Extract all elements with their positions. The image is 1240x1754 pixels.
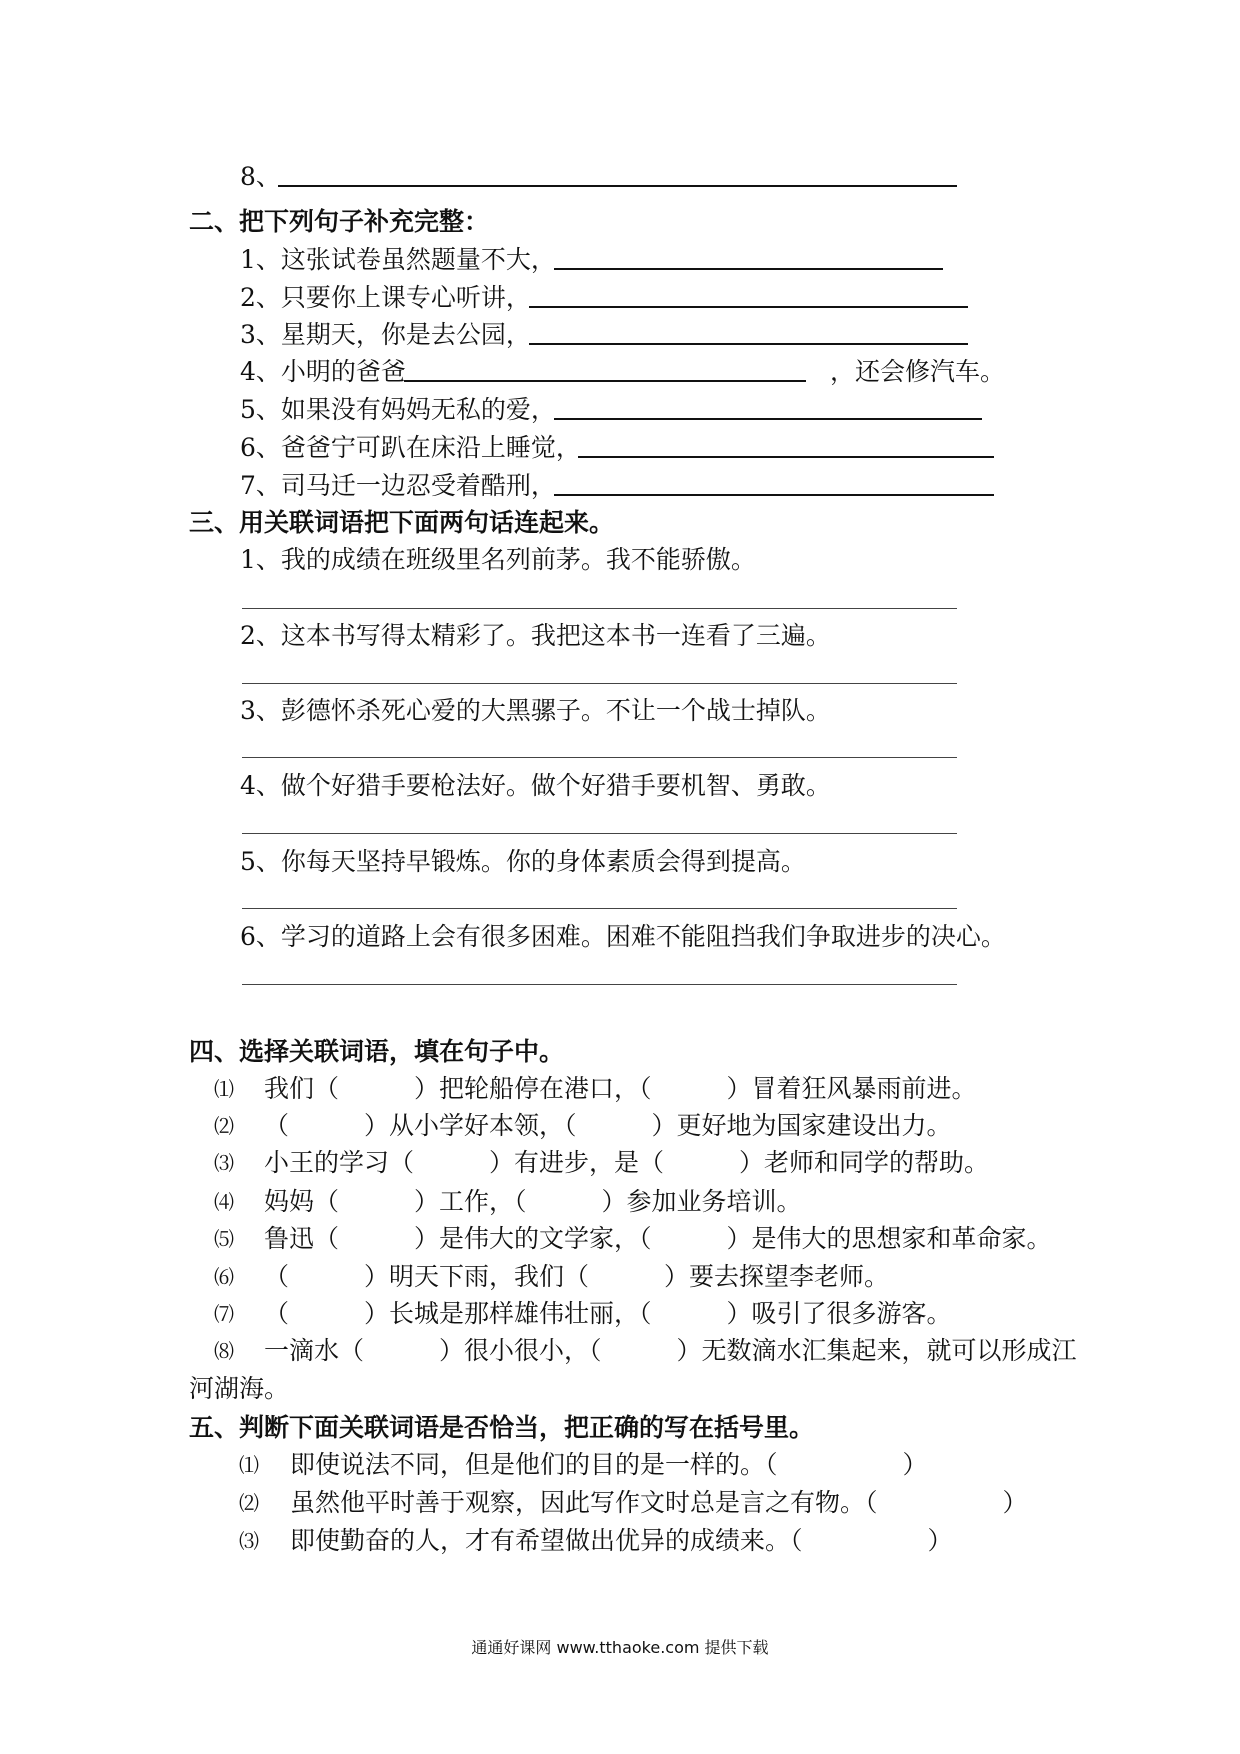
fill-in-sentence: 小王的学习（ ）有进步，是（ ）老师和同学的帮助。 [264,1148,990,1177]
item-text: 这张试卷虽然题量不大， [280,245,556,274]
item-text: 星期天，你是去公园， [280,320,531,349]
item-text: 如果没有妈妈无私的爱， [280,395,556,424]
item-number: ⑸ [214,1227,234,1251]
item-number: 5、 [240,395,281,424]
answer-line [242,833,957,834]
item-number: ⑴ [214,1077,234,1101]
fill-in-sentence: （ ）从小学好本领，（ ）更好地为国家建设出力。 [264,1111,952,1140]
item-text: 我的成绩在班级里名列前茅。我不能骄傲。 [280,545,756,574]
item-number: ⑻ [214,1339,234,1363]
answer-line [242,908,957,909]
section-3-heading: 三、用关联词语把下面两句话连起来。 [189,508,615,537]
item-text: 做个好猎手要枪法好。做个好猎手要机智、勇敢。 [280,771,831,800]
item-text: 司马迁一边忍受着酷刑， [280,471,556,500]
question-item [240,919,1006,955]
question-item [240,768,831,804]
answer-line [242,608,957,609]
answer-line [242,984,957,985]
item-text: 只要你上课专心听讲， [280,283,531,312]
judgement-sentence: 即使说法不同，但是他们的目的是一样的。（ ） [290,1450,928,1479]
item-number: ⑷ [214,1190,234,1214]
item-number: 4、 [240,771,281,800]
judgement-sentence: 即使勤奋的人，才有希望做出优异的成绩来。（ ） [290,1526,953,1555]
item-text: 小明的爸爸 [280,357,406,386]
item-text: 学习的道路上会有很多困难。困难不能阻挡我们争取进步的决心。 [280,922,1006,951]
item-text: 你每天坚持早锻炼。你的身体素质会得到提高。 [280,847,806,876]
sentence-item [240,280,531,316]
question-item [240,542,756,578]
item-number: ⑺ [214,1302,234,1326]
answer-blank [278,185,957,187]
answer-blank [554,268,943,270]
item-text-after-blank: ，还会修汽车。 [830,357,1006,386]
section-2-heading: 二、把下列句子补充完整： [189,207,490,236]
question-item [240,693,831,729]
item-number: ⑴ [239,1453,259,1477]
answer-blank [404,380,806,382]
section-4-heading: 四、选择关联词语，填在句子中。 [189,1037,565,1066]
item-number: ⑵ [214,1114,234,1138]
item-number: 3、 [240,696,281,725]
judgement-sentence: 虽然他平时善于观察，因此写作文时总是言之有物。（ ） [290,1488,1028,1517]
question-item [240,618,831,654]
fill-in-sentence: 鲁迅（ ）是伟大的文学家，（ ）是伟大的思想家和革命家。 [264,1224,1052,1253]
answer-blank [554,494,994,496]
item-number: 3、 [240,320,281,349]
answer-blank [578,456,994,458]
fill-in-sentence: （ ）明天下雨，我们（ ）要去探望李老师。 [264,1262,890,1291]
item-number: ⑶ [214,1151,234,1175]
item-text: 这本书写得太精彩了。我把这本书一连看了三遍。 [280,621,831,650]
item-number: 1、 [240,245,281,274]
item-number: 4、 [240,357,281,386]
sentence-item [240,468,556,504]
item-number: 2、 [240,283,281,312]
item-number: ⑶ [239,1529,259,1553]
fill-in-sentence: （ ）长城是那样雄伟壮丽，（ ）吸引了很多游客。 [264,1299,952,1328]
answer-line [242,683,957,684]
item-text: 爸爸宁可趴在床沿上睡觉， [280,433,581,462]
sentence-item [240,354,406,390]
item-number: 7、 [240,471,281,500]
answer-line [242,757,957,758]
page-footer: 通通好课网 www.tthaoke.com 提供下载 [471,1638,769,1657]
sentence-item [240,242,556,278]
item-number: ⑵ [239,1491,259,1515]
fill-in-sentence: 我们（ ）把轮船停在港口，（ ）冒着狂风暴雨前进。 [264,1074,977,1103]
item-8-number: 8、 [240,162,281,191]
sentence-item [240,317,531,353]
fill-in-sentence: 妈妈（ ）工作，（ ）参加业务培训。 [264,1187,802,1216]
item-text: 彭德怀杀死心爱的大黑骡子。不让一个战士掉队。 [280,696,831,725]
answer-blank [554,418,982,420]
sentence-item [240,392,556,428]
item-number: 2、 [240,621,281,650]
section-5-heading: 五、判断下面关联词语是否恰当，把正确的写在括号里。 [189,1413,815,1442]
item-number: ⑹ [214,1265,234,1289]
answer-blank [529,343,968,345]
fill-in-sentence: 一滴水（ ）很小很小，（ ）无数滴水汇集起来，就可以形成江 [264,1336,1077,1365]
item-number: 5、 [240,847,281,876]
answer-blank [529,306,968,308]
item-number: 6、 [240,433,281,462]
sentence-item [240,430,581,466]
fill-in-sentence-continuation: 河湖海。 [189,1374,290,1403]
question-item [240,844,806,880]
item-number: 1、 [240,545,281,574]
item-number: 6、 [240,922,281,951]
